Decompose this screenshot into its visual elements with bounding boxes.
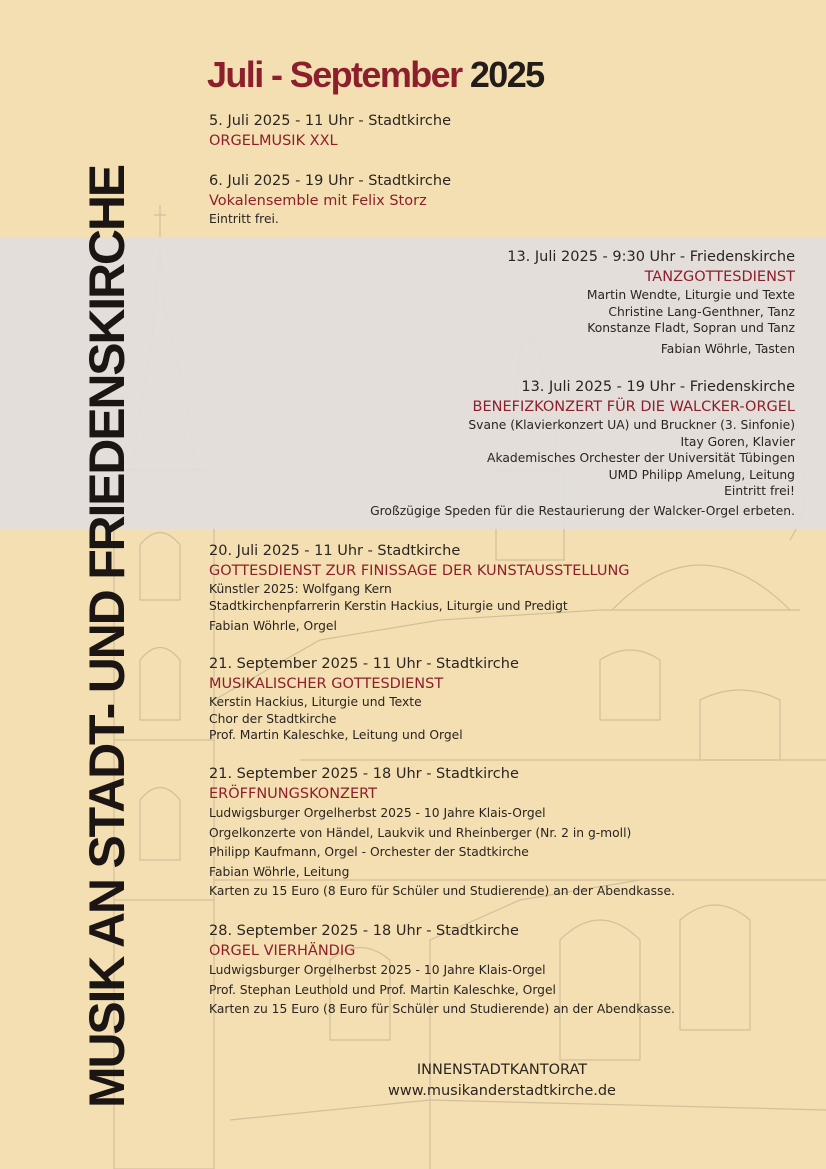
event-item	[209, 171, 451, 227]
event-detail: Prof. Martin Kaleschke, Leitung und Orgel	[209, 728, 463, 742]
event-date-time: 5. Juli 2025 - 11 Uhr - Stadtkirche	[209, 113, 452, 129]
event-date-time: 13. Juli 2025 - 9:30 Uhr - Friedenskirche	[507, 249, 795, 265]
event-date-time: 13. Juli 2025 - 19 Uhr - Friedenskirche	[521, 379, 795, 395]
event-detail: Akademisches Orchester der Universität Tübingen	[487, 451, 795, 465]
event-detail: Philipp Kaufmann, Orgel - Orchester der Stadtkirche	[209, 845, 529, 859]
event-detail: Fabian Wöhrle, Orgel	[209, 619, 337, 633]
event-title: ORGEL VIERHÄNDIG	[209, 943, 356, 959]
event-detail: Karten zu 15 Euro (8 Euro für Schüler und Studierende) an der Abendkasse.	[209, 1002, 675, 1016]
event-title: GOTTESDIENST ZUR FINISSAGE DER KUNSTAUSSTELLUNG	[209, 563, 630, 579]
event-item	[209, 541, 630, 635]
footer-org: INNENSTADTKANTORAT	[416, 1062, 588, 1078]
event-detail: Stadtkirchenpfarrerin Kerstin Hackius, Liturgie und Predigt	[209, 599, 568, 613]
event-detail: Ludwigsburger Orgelherbst 2025 - 10 Jahre Klais-Orgel	[209, 963, 546, 977]
event-title: MUSIKALISCHER GOTTESDIENST	[209, 676, 444, 692]
event-detail: Prof. Stephan Leuthold und Prof. Martin Kaleschke, Orgel	[209, 982, 556, 997]
event-detail: Künstler 2025: Wolfgang Kern	[209, 582, 392, 596]
event-detail: Konstanze Fladt, Sopran und Tanz	[587, 321, 795, 335]
event-item	[209, 111, 451, 151]
title-months: Juli - September	[207, 54, 462, 95]
event-detail: Karten zu 15 Euro (8 Euro für Schüler und Studierende) an der Abendkasse.	[209, 884, 675, 898]
event-detail: Fabian Wöhrle, Tasten	[660, 341, 795, 356]
event-detail: UMD Philipp Amelung, Leitung	[608, 467, 795, 482]
event-date-time: 20. Juli 2025 - 11 Uhr - Stadtkirche	[209, 543, 461, 559]
event-item	[209, 921, 675, 1020]
event-detail: Christine Lang-Genthner, Tanz	[608, 304, 795, 319]
footer	[388, 1060, 616, 1102]
event-detail: Svane (Klavierkonzert UA) und Bruckner (3. Sinfonie)	[468, 418, 795, 432]
event-item	[507, 247, 795, 357]
page-title	[207, 54, 544, 96]
event-detail: Großzügige Speden für die Restaurierung der Walcker-Orgel erbeten.	[370, 503, 795, 518]
event-detail: Eintritt frei!	[724, 484, 795, 498]
event-title: TANZGOTTESDIENST	[644, 269, 795, 285]
event-detail: Ludwigsburger Orgelherbst 2025 - 10 Jahre Klais-Orgel	[209, 806, 546, 820]
event-detail: Kerstin Hackius, Liturgie und Texte	[209, 695, 422, 709]
event-date-time: 6. Juli 2025 - 19 Uhr - Stadtkirche	[209, 173, 452, 189]
event-title: BENEFIZKONZERT FÜR DIE WALCKER-ORGEL	[472, 399, 795, 415]
event-title: ORGELMUSIK XXL	[209, 133, 338, 149]
event-date-time: 28. September 2025 - 18 Uhr - Stadtkirche	[209, 923, 519, 939]
event-title: ERÖFFNUNGSKONZERT	[209, 786, 378, 802]
footer-url[interactable]: www.musikanderstadtkirche.de	[388, 1083, 616, 1099]
title-year: 2025	[469, 54, 544, 95]
event-date-time: 21. September 2025 - 18 Uhr - Stadtkirche	[209, 766, 519, 782]
event-detail: Orgelkonzerte von Händel, Laukvik und Rheinberger (Nr. 2 in g-moll)	[209, 825, 632, 840]
event-detail: Fabian Wöhrle, Leitung	[209, 864, 350, 879]
event-detail: Chor der Stadtkirche	[209, 711, 337, 726]
event-item	[209, 764, 675, 902]
vertical-title: MUSIK AN STADT- UND FRIEDENSKIRCHE	[79, 166, 135, 1108]
event-detail: Martin Wendte, Liturgie und Texte	[586, 288, 795, 302]
event-detail: Eintritt frei.	[209, 212, 279, 226]
event-detail: Itay Goren, Klavier	[680, 434, 795, 449]
event-title: Vokalensemble mit Felix Storz	[209, 193, 427, 209]
event-item	[370, 377, 795, 519]
event-date-time: 21. September 2025 - 11 Uhr - Stadtkirche	[209, 656, 519, 672]
event-item	[209, 654, 519, 744]
